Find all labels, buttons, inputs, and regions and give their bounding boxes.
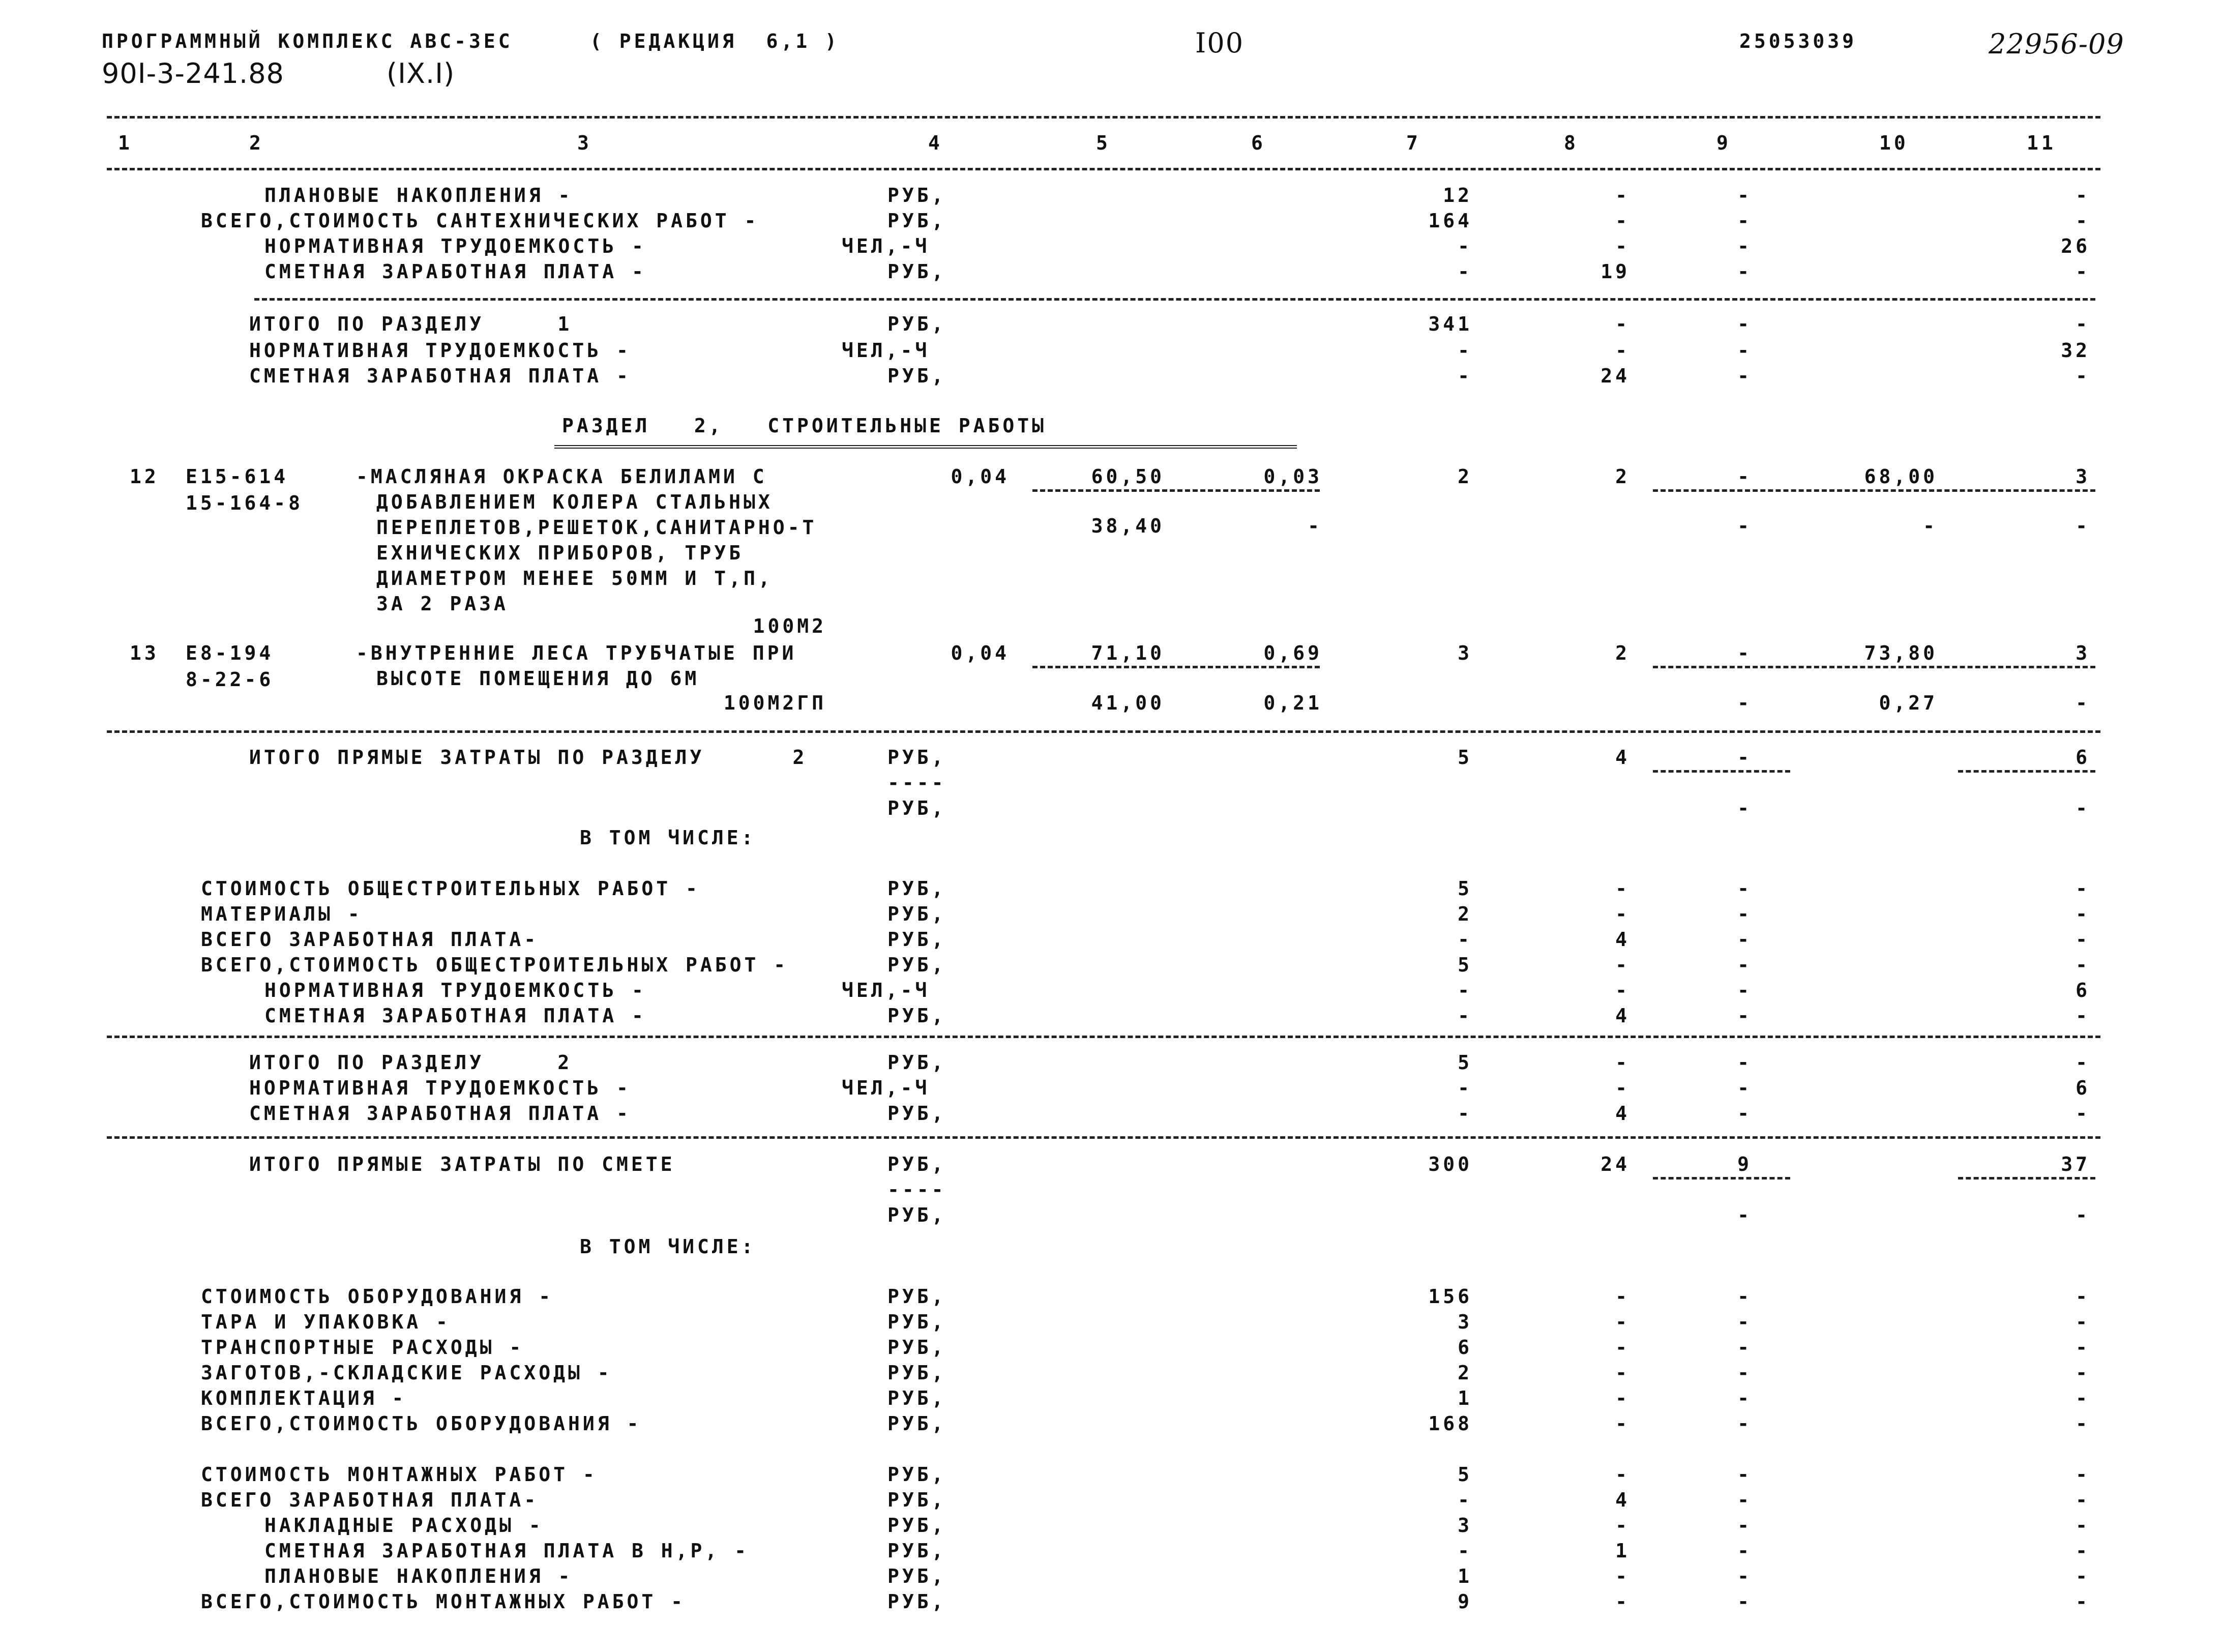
row-unit: ЧЕЛ,-Ч bbox=[842, 235, 930, 257]
divider bbox=[254, 298, 2095, 301]
cell-col-8: 2 bbox=[1615, 465, 1630, 488]
row-label: ВСЕГО,СТОИМОСТЬ ОБОРУДОВАНИЯ - bbox=[201, 1412, 642, 1435]
cell-col-11: - bbox=[2076, 1336, 2090, 1359]
cell-col-8: 2 bbox=[1615, 642, 1630, 664]
cell-col-8: 4 bbox=[1615, 1102, 1630, 1125]
cell-col-9: - bbox=[1737, 1285, 1752, 1308]
row-label: ВСЕГО ЗАРАБОТНАЯ ПЛАТА- bbox=[201, 928, 539, 951]
row-label: ВСЕГО ЗАРАБОТНАЯ ПЛАТА- bbox=[201, 1489, 539, 1511]
cell-col-5-secondary: 38,40 bbox=[1091, 515, 1165, 537]
subtotal-divider bbox=[1958, 1177, 2095, 1179]
cell-col-8: 4 bbox=[1615, 1005, 1630, 1027]
cell-col-11: - bbox=[2076, 1412, 2090, 1435]
cell-col-7: - bbox=[1458, 260, 1472, 283]
cell-col-8: - bbox=[1615, 210, 1630, 232]
cell-col-8: - bbox=[1615, 1362, 1630, 1384]
row-unit: РУБ, bbox=[887, 928, 946, 951]
divider bbox=[107, 168, 2100, 170]
row-label: ВСЕГО,СТОИМОСТЬ МОНТАЖНЫХ РАБОТ - bbox=[201, 1590, 686, 1613]
item-unit: 100М2ГП bbox=[723, 692, 826, 714]
program-edition: ( РЕДАКЦИЯ 6,1 ) bbox=[590, 30, 840, 52]
row-unit: РУБ, bbox=[887, 1590, 946, 1613]
unit-dash: ---- bbox=[887, 1178, 946, 1201]
cell-col-7: - bbox=[1458, 1077, 1472, 1099]
cell-col-9: - bbox=[1737, 1463, 1752, 1486]
column-header-11: 11 bbox=[2027, 132, 2056, 154]
column-header-2: 2 bbox=[249, 132, 264, 154]
cell-col-8: - bbox=[1615, 1077, 1630, 1099]
handwritten-stamp: 22956-09 bbox=[1989, 28, 2124, 60]
cell-col-7: 164 bbox=[1428, 210, 1472, 232]
cell-col-9: - bbox=[1737, 954, 1752, 976]
cell-col-7: - bbox=[1458, 339, 1472, 362]
row-unit: РУБ, bbox=[887, 1051, 946, 1074]
row-unit: РУБ, bbox=[887, 1102, 946, 1125]
column-header-1: 1 bbox=[118, 132, 133, 154]
subtotal-divider bbox=[1032, 489, 1320, 492]
cell-col-6-secondary: 0,21 bbox=[1263, 692, 1322, 714]
cell-col-9: - bbox=[1737, 1565, 1752, 1587]
item-code: Е8-194 bbox=[186, 642, 274, 664]
cell-col-7: 341 bbox=[1428, 313, 1472, 335]
cell-col-11: - bbox=[2076, 1362, 2090, 1384]
row-unit: РУБ, bbox=[887, 1412, 946, 1435]
cell-col-8: 24 bbox=[1601, 365, 1630, 387]
section-title: РАЗДЕЛ 2, СТРОИТЕЛЬНЫЕ РАБОТЫ bbox=[562, 415, 1047, 437]
cell-col-11: - bbox=[2076, 1005, 2090, 1027]
row-unit: РУБ, bbox=[887, 877, 946, 900]
row-label: КОМПЛЕКТАЦИЯ - bbox=[201, 1387, 407, 1409]
row-unit: РУБ, bbox=[887, 210, 946, 232]
row-label: СМЕТНАЯ ЗАРАБОТНАЯ ПЛАТА - bbox=[249, 1102, 631, 1125]
cell-col-9: - bbox=[1737, 1077, 1752, 1099]
cell-col-8: - bbox=[1615, 903, 1630, 925]
row-label: ИТОГО ПРЯМЫЕ ЗАТРАТЫ ПО РАЗДЕЛУ 2 bbox=[249, 746, 808, 769]
row-unit: РУБ, bbox=[887, 954, 946, 976]
cell-col-7: 156 bbox=[1428, 1285, 1472, 1308]
row-label: ЗАГОТОВ,-СКЛАДСКИЕ РАСХОДЫ - bbox=[201, 1362, 612, 1384]
cell-col-9: - bbox=[1737, 1362, 1752, 1384]
row-unit: РУБ, bbox=[887, 1285, 946, 1308]
cell-col-8: - bbox=[1615, 1590, 1630, 1613]
cell-col-8: - bbox=[1615, 339, 1630, 362]
cell-col-11: 3 bbox=[2076, 465, 2090, 488]
cell-col-10-secondary: 0,27 bbox=[1879, 692, 1938, 714]
divider bbox=[107, 730, 2100, 733]
cell-col-11: - bbox=[2076, 1565, 2090, 1587]
cell-col-7: 6 bbox=[1458, 1336, 1472, 1359]
item-code-alt: 15-164-8 bbox=[186, 492, 304, 514]
row-unit: РУБ, bbox=[887, 1311, 946, 1333]
cell-col-11: - bbox=[2076, 954, 2090, 976]
cell-col-8: - bbox=[1615, 1311, 1630, 1333]
subtotal-divider bbox=[1653, 489, 2095, 492]
cell-col-10: 68,00 bbox=[1864, 465, 1938, 488]
cell-col-8: 19 bbox=[1601, 260, 1630, 283]
cell-col-11: 3 bbox=[2076, 642, 2090, 664]
cell-col-7: - bbox=[1458, 1005, 1472, 1027]
column-header-4: 4 bbox=[928, 132, 943, 154]
cell-col-11: - bbox=[2076, 1489, 2090, 1511]
cell-col-11: - bbox=[2076, 313, 2090, 335]
document-code: 25053039 bbox=[1739, 30, 1857, 52]
row-label: СТОИМОСТЬ ОБЩЕСТРОИТЕЛЬНЫХ РАБОТ - bbox=[201, 877, 700, 900]
cell-col-11: 6 bbox=[2076, 746, 2090, 769]
cell-col-11: - bbox=[2076, 1387, 2090, 1409]
project-number: 90I-3-241.88 bbox=[102, 57, 284, 90]
cell-col-11: - bbox=[2076, 1102, 2090, 1125]
item-description-line: ВЫСОТЕ ПОМЕЩЕНИЯ ДО 6М bbox=[376, 667, 700, 690]
cell-col-8: - bbox=[1615, 313, 1630, 335]
row-unit: РУБ, bbox=[887, 746, 946, 769]
cell-col-9: - bbox=[1737, 928, 1752, 951]
cell-col-7: - bbox=[1458, 979, 1472, 1001]
cell-col-7: 5 bbox=[1458, 877, 1472, 900]
cell-col-7: 3 bbox=[1458, 1311, 1472, 1333]
row-label: ПЛАНОВЫЕ НАКОПЛЕНИЯ - bbox=[264, 1565, 573, 1587]
row-unit: РУБ, bbox=[887, 365, 946, 387]
cell-col-7: 2 bbox=[1458, 465, 1472, 488]
item-description-line: ПЕРЕПЛЕТОВ,РЕШЕТОК,САНИТАРНО-Т bbox=[376, 516, 817, 539]
row-label: СТОИМОСТЬ МОНТАЖНЫХ РАБОТ - bbox=[201, 1463, 598, 1486]
subtotal-divider bbox=[1958, 770, 2095, 773]
cell-col-11: - bbox=[2076, 260, 2090, 283]
cell-col-11: - bbox=[2076, 1463, 2090, 1486]
cell-col-11: - bbox=[2076, 184, 2090, 206]
cell-col-9: - bbox=[1737, 365, 1752, 387]
row-label: СМЕТНАЯ ЗАРАБОТНАЯ ПЛАТА - bbox=[249, 365, 631, 387]
cell-col-11: - bbox=[2076, 1514, 2090, 1537]
cell-col-7: 5 bbox=[1458, 954, 1472, 976]
subtotal-divider bbox=[1653, 1177, 1790, 1179]
item-code: Е15-614 bbox=[186, 465, 289, 488]
cell-col-11: - bbox=[2076, 928, 2090, 951]
unit-dash: ---- bbox=[887, 772, 946, 794]
cell-col-9: - bbox=[1737, 1102, 1752, 1125]
cell-col-11: - bbox=[2076, 365, 2090, 387]
cell-col-8: - bbox=[1615, 1336, 1630, 1359]
cell-col-11: 6 bbox=[2076, 1077, 2090, 1099]
cell-col-11: - bbox=[2076, 1311, 2090, 1333]
including-label: В ТОМ ЧИСЛЕ: bbox=[580, 1235, 756, 1258]
cell-col-11: - bbox=[2076, 1540, 2090, 1562]
cell-col-7: 1 bbox=[1458, 1565, 1472, 1587]
page-number: I00 bbox=[1195, 27, 1245, 59]
row-unit: РУБ, bbox=[887, 1565, 946, 1587]
cell-col-11: 26 bbox=[2061, 235, 2090, 257]
cell-col-8: 4 bbox=[1615, 928, 1630, 951]
subtotal-divider bbox=[1653, 666, 2095, 668]
cell-col-7: 9 bbox=[1458, 1590, 1472, 1613]
cell-col-8: - bbox=[1615, 979, 1630, 1001]
cell-col-7: 300 bbox=[1428, 1153, 1472, 1175]
cell-col-9: - bbox=[1737, 1590, 1752, 1613]
item-description-line: -МАСЛЯНАЯ ОКРАСКА БЕЛИЛАМИ С bbox=[356, 465, 767, 488]
row-unit: РУБ, bbox=[887, 903, 946, 925]
cell-col-6: 0,03 bbox=[1263, 465, 1322, 488]
cell-col-9: - bbox=[1737, 1005, 1752, 1027]
cell-col-9: - bbox=[1737, 1540, 1752, 1562]
column-header-9: 9 bbox=[1716, 132, 1731, 154]
column-header-8: 8 bbox=[1564, 132, 1579, 154]
cell-col-9: - bbox=[1737, 1412, 1752, 1435]
cell-col-9: - bbox=[1737, 465, 1752, 488]
cell-col-9-secondary: - bbox=[1737, 515, 1752, 537]
cell-col-11-secondary: - bbox=[2076, 515, 2090, 537]
cell-col-10-secondary: - bbox=[1923, 515, 1938, 537]
cell-col-9: - bbox=[1737, 260, 1752, 283]
cell-col-4: 0,04 bbox=[951, 642, 1010, 664]
cell-col-11: 6 bbox=[2076, 979, 2090, 1001]
column-header-6: 6 bbox=[1251, 132, 1266, 154]
cell-col-7: - bbox=[1458, 235, 1472, 257]
column-header-3: 3 bbox=[577, 132, 592, 154]
cell-col-11-secondary: - bbox=[2076, 797, 2090, 819]
cell-col-9: - bbox=[1737, 235, 1752, 257]
row-unit: РУБ, bbox=[887, 1387, 946, 1409]
row-unit: РУБ, bbox=[887, 1362, 946, 1384]
cell-col-8: 4 bbox=[1615, 1489, 1630, 1511]
row-unit: РУБ, bbox=[887, 184, 946, 206]
row-label: НОРМАТИВНАЯ ТРУДОЕМКОСТЬ - bbox=[264, 235, 646, 257]
cell-col-8: - bbox=[1615, 235, 1630, 257]
cell-col-5: 71,10 bbox=[1091, 642, 1165, 664]
cell-col-11: - bbox=[2076, 1051, 2090, 1074]
cell-col-8: - bbox=[1615, 1565, 1630, 1587]
row-label: МАТЕРИАЛЫ - bbox=[201, 903, 363, 925]
cell-col-7: 3 bbox=[1458, 642, 1472, 664]
cell-col-9: - bbox=[1737, 1489, 1752, 1511]
cell-col-9: 9 bbox=[1737, 1153, 1752, 1175]
row-label: НОРМАТИВНАЯ ТРУДОЕМКОСТЬ - bbox=[249, 1077, 631, 1099]
cell-col-7: - bbox=[1458, 365, 1472, 387]
cell-col-9: - bbox=[1737, 642, 1752, 664]
cell-col-9: - bbox=[1737, 1311, 1752, 1333]
row-label: СМЕТНАЯ ЗАРАБОТНАЯ ПЛАТА - bbox=[264, 260, 646, 283]
cell-col-9: - bbox=[1737, 1387, 1752, 1409]
cell-col-9: - bbox=[1737, 877, 1752, 900]
row-label: ИТОГО ПО РАЗДЕЛУ 1 bbox=[249, 313, 573, 335]
row-unit: РУБ, bbox=[887, 1005, 946, 1027]
item-description-line: ЕХНИЧЕСКИХ ПРИБОРОВ, ТРУБ bbox=[376, 542, 744, 564]
subtotal-divider bbox=[1032, 666, 1320, 668]
cell-col-7: - bbox=[1458, 1102, 1472, 1125]
including-label: В ТОМ ЧИСЛЕ: bbox=[580, 827, 756, 849]
row-label: ПЛАНОВЫЕ НАКОПЛЕНИЯ - bbox=[264, 184, 573, 206]
cell-col-6: 0,69 bbox=[1263, 642, 1322, 664]
row-unit: ЧЕЛ,-Ч bbox=[842, 1077, 930, 1099]
row-unit: РУБ, bbox=[887, 1514, 946, 1537]
cell-col-6-secondary: - bbox=[1308, 515, 1322, 537]
item-description-line: ДОБАВЛЕНИЕМ КОЛЕРА СТАЛЬНЫХ bbox=[376, 491, 773, 513]
cell-col-7: 2 bbox=[1458, 903, 1472, 925]
cell-col-9: - bbox=[1737, 903, 1752, 925]
cell-col-9-secondary: - bbox=[1737, 1204, 1752, 1226]
cell-col-7: 168 bbox=[1428, 1412, 1472, 1435]
cell-col-11: - bbox=[2076, 903, 2090, 925]
item-description-line: ЗА 2 РАЗА bbox=[376, 593, 509, 615]
row-label: СТОИМОСТЬ ОБОРУДОВАНИЯ - bbox=[201, 1285, 554, 1308]
cell-col-7: 5 bbox=[1458, 1051, 1472, 1074]
row-label: НОРМАТИВНАЯ ТРУДОЕМКОСТЬ - bbox=[249, 339, 631, 362]
row-unit: ЧЕЛ,-Ч bbox=[842, 979, 930, 1001]
cell-col-7: 3 bbox=[1458, 1514, 1472, 1537]
divider bbox=[107, 1036, 2100, 1038]
cell-col-9: - bbox=[1737, 979, 1752, 1001]
cell-col-9: - bbox=[1737, 313, 1752, 335]
row-unit: РУБ, bbox=[887, 1540, 946, 1562]
cell-col-11: - bbox=[2076, 210, 2090, 232]
row-label: ИТОГО ПО РАЗДЕЛУ 2 bbox=[249, 1051, 573, 1074]
item-number: 13 bbox=[130, 642, 159, 664]
item-code-alt: 8-22-6 bbox=[186, 668, 274, 691]
divider bbox=[107, 1136, 2100, 1139]
cell-col-11: - bbox=[2076, 877, 2090, 900]
row-unit: РУБ, bbox=[887, 1336, 946, 1359]
column-header-5: 5 bbox=[1096, 132, 1111, 154]
program-name: ПРОГРАММНЫЙ КОМПЛЕКС АВС-3ЕС bbox=[102, 30, 513, 52]
cell-col-11: - bbox=[2076, 1590, 2090, 1613]
cell-col-9: - bbox=[1737, 1051, 1752, 1074]
cell-col-9: - bbox=[1737, 1514, 1752, 1537]
cell-col-10: 73,80 bbox=[1864, 642, 1938, 664]
divider bbox=[107, 116, 2100, 119]
cell-col-8: - bbox=[1615, 1463, 1630, 1486]
cell-col-8: 1 bbox=[1615, 1540, 1630, 1562]
cell-col-8: - bbox=[1615, 877, 1630, 900]
cell-col-11: 37 bbox=[2061, 1153, 2090, 1175]
subtotal-divider bbox=[1653, 770, 1790, 773]
cell-col-7: - bbox=[1458, 928, 1472, 951]
cell-col-11: - bbox=[2076, 1285, 2090, 1308]
cell-col-9: - bbox=[1737, 184, 1752, 206]
item-description-line: -ВНУТРЕННИЕ ЛЕСА ТРУБЧАТЫЕ ПРИ bbox=[356, 642, 797, 664]
cell-col-11-secondary: - bbox=[2076, 1204, 2090, 1226]
cell-col-9: - bbox=[1737, 746, 1752, 769]
cell-col-8: - bbox=[1615, 1514, 1630, 1537]
cell-col-8: - bbox=[1615, 1387, 1630, 1409]
row-label: ВСЕГО,СТОИМОСТЬ САНТЕХНИЧЕСКИХ РАБОТ - bbox=[201, 210, 759, 232]
cell-col-9: - bbox=[1737, 339, 1752, 362]
row-label: ИТОГО ПРЯМЫЕ ЗАТРАТЫ ПО СМЕТЕ bbox=[249, 1153, 675, 1175]
cell-col-5: 60,50 bbox=[1091, 465, 1165, 488]
section-reference: (IX.I) bbox=[387, 57, 455, 90]
cell-col-8: 24 bbox=[1601, 1153, 1630, 1175]
item-description-line: ДИАМЕТРОМ МЕНЕЕ 50ММ И Т,П, bbox=[376, 567, 773, 589]
row-label: ТАРА И УПАКОВКА - bbox=[201, 1311, 451, 1333]
row-unit: ЧЕЛ,-Ч bbox=[842, 339, 930, 362]
row-label: ТРАНСПОРТНЫЕ РАСХОДЫ - bbox=[201, 1336, 524, 1359]
item-unit: 100М2 bbox=[753, 615, 826, 637]
row-label: СМЕТНАЯ ЗАРАБОТНАЯ ПЛАТА В Н,Р, - bbox=[264, 1540, 749, 1562]
cell-col-8: - bbox=[1615, 184, 1630, 206]
row-unit: РУБ, bbox=[887, 313, 946, 335]
row-unit: РУБ, bbox=[887, 1489, 946, 1511]
row-label: СМЕТНАЯ ЗАРАБОТНАЯ ПЛАТА - bbox=[264, 1005, 646, 1027]
cell-col-8: - bbox=[1615, 1285, 1630, 1308]
row-label: ВСЕГО,СТОИМОСТЬ ОБЩЕСТРОИТЕЛЬНЫХ РАБОТ - bbox=[201, 954, 789, 976]
cell-col-11: 32 bbox=[2061, 339, 2090, 362]
cell-col-5-secondary: 41,00 bbox=[1091, 692, 1165, 714]
cell-col-7: 12 bbox=[1443, 184, 1472, 206]
column-header-7: 7 bbox=[1406, 132, 1421, 154]
cell-col-8: 4 bbox=[1615, 746, 1630, 769]
double-divider bbox=[554, 445, 1297, 449]
row-unit: РУБ, bbox=[887, 260, 946, 283]
cell-col-7: 5 bbox=[1458, 1463, 1472, 1486]
cell-col-9: - bbox=[1737, 1336, 1752, 1359]
item-number: 12 bbox=[130, 465, 159, 488]
row-unit: РУБ, bbox=[887, 797, 946, 819]
cell-col-9-secondary: - bbox=[1737, 692, 1752, 714]
cell-col-8: - bbox=[1615, 954, 1630, 976]
row-unit: РУБ, bbox=[887, 1153, 946, 1175]
cell-col-7: 1 bbox=[1458, 1387, 1472, 1409]
cell-col-11-secondary: - bbox=[2076, 692, 2090, 714]
row-unit: РУБ, bbox=[887, 1463, 946, 1486]
cell-col-7: 5 bbox=[1458, 746, 1472, 769]
row-label: НОРМАТИВНАЯ ТРУДОЕМКОСТЬ - bbox=[264, 979, 646, 1001]
cell-col-7: 2 bbox=[1458, 1362, 1472, 1384]
cell-col-9-secondary: - bbox=[1737, 797, 1752, 819]
cell-col-8: - bbox=[1615, 1051, 1630, 1074]
cell-col-4: 0,04 bbox=[951, 465, 1010, 488]
row-label: НАКЛАДНЫЕ РАСХОДЫ - bbox=[264, 1514, 544, 1537]
column-header-10: 10 bbox=[1879, 132, 1909, 154]
cell-col-7: - bbox=[1458, 1489, 1472, 1511]
cell-col-8: - bbox=[1615, 1412, 1630, 1435]
cell-col-7: - bbox=[1458, 1540, 1472, 1562]
row-unit: РУБ, bbox=[887, 1204, 946, 1226]
cell-col-9: - bbox=[1737, 210, 1752, 232]
